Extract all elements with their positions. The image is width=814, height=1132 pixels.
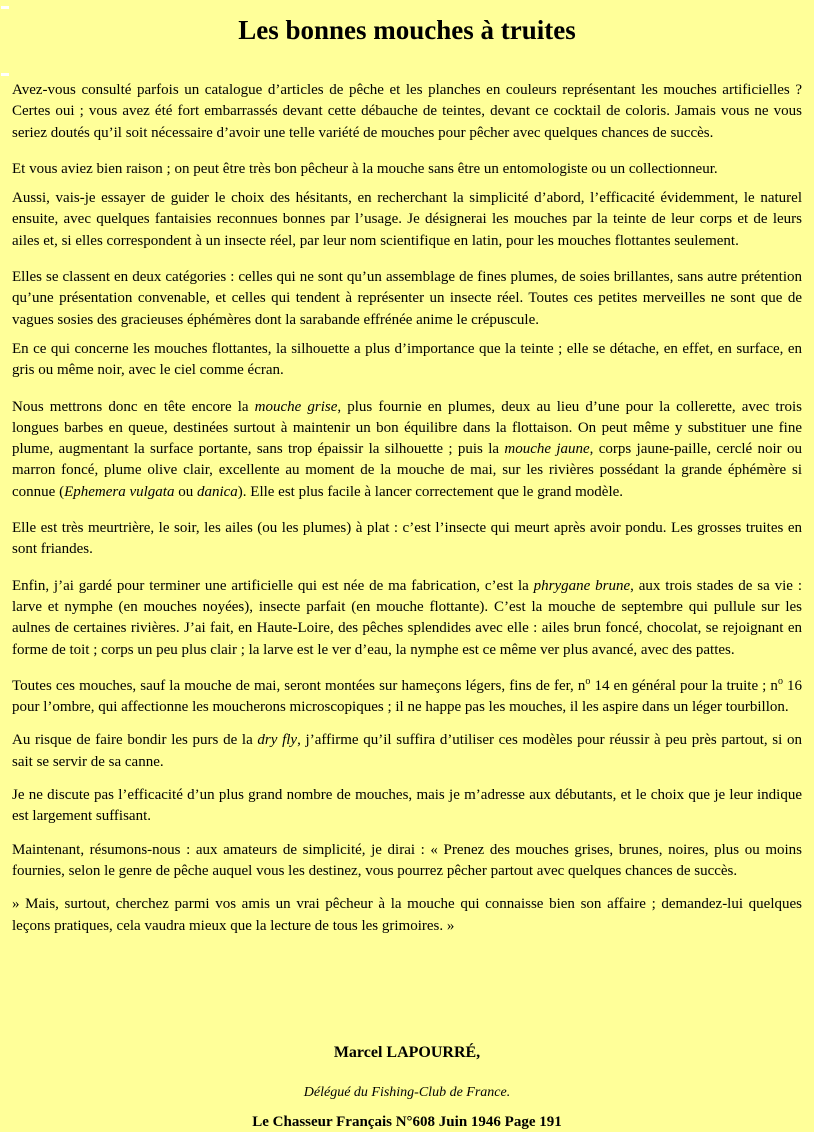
text-run: Avez-vous consulté parfois un catalogue d’articles de pêche et les planches en couleurs représentant les mouches artificielles ? Certes oui ; vous avez été fort embarrassés devant cette débauche de teintes, devant ce cocktail de coloris. Jamais vous ne vous seriez doutés qu’il soit nécessaire d’avoir une telle variété de mouches pour pêcher avec quelques chances de succès. (12, 82, 802, 141)
text-run: En ce qui concerne les mouches flottantes, la silhouette a plus d’importance que la teinte ; elle se détache, en effet, en surface, en gris ou même noir, avec le ciel comme écran. (12, 340, 802, 379)
paragraph (12, 159, 802, 180)
superscript: o (585, 675, 591, 687)
paragraph (12, 397, 802, 503)
text-run: Maintenant, résumons-nous : aux amateurs de simplicité, je dirai : « Prenez des mouches grises, brunes, noires, plus ou moins fournies, selon le genre de pêche auquel vous les destinez, vous pourrez pêcher partout avec quelques chances de succès. (12, 841, 802, 879)
author-signature: Marcel LAPOURRÉ, (333, 1044, 481, 1061)
text-run: Enfin, j’ai gardé pour terminer une artificielle qui est née de ma fabrication, c’est la (12, 577, 534, 594)
paragraph (12, 80, 802, 144)
article-body (12, 80, 802, 937)
paragraph (12, 840, 802, 883)
text-run: Nous mettrons donc en tête encore la (12, 398, 255, 415)
italic-term: dry fly (257, 732, 298, 749)
paragraph (12, 785, 802, 828)
text-run: , corps jaune-paille, cerclé noir ou marron foncé, plume olive clair, excellente au moment de la mouche de mai, sur les rivières possédant la grande éphémère si connue ( (12, 441, 802, 500)
italic-term: mouche grise (254, 398, 338, 415)
text-run: 16 pour l’ombre, qui affectionne les moucherons microscopiques ; il ne happe pas les mouches, il les aspire dans un léger tourbillon. (12, 677, 803, 716)
text-run: Elle est très meurtrière, le soir, les ailes (ou les plumes) à plat : c’est l’insecte qui meurt après avoir pondu. Les grosses truites en sont friandes. (12, 520, 802, 558)
corner-mark-middle (1, 73, 9, 76)
text-run: , plus fournie en plumes, deux au lieu d’une pour la collerette, avec trois longues barbes en queue, destinées surtout à maintenir un bon équilibre dans la flottaison. On peut même y substituer une fine plume, augmentant la surface portante, sans trop épaissir la silhouette ; puis la (12, 398, 802, 458)
article-title: Les bonnes mouches à truites (238, 15, 576, 45)
text-run: ou (174, 483, 197, 500)
italic-term: mouche jaune (504, 441, 590, 458)
source-citation: Le Chasseur Français N°608 Juin 1946 Page 191 (252, 1114, 562, 1130)
italic-term: Ephemera vulgata (64, 483, 175, 500)
text-run: Toutes ces mouches, sauf la mouche de mai, seront montées sur hameçons légers, fins de fer, n (12, 677, 586, 694)
italic-term: phrygane brune (533, 577, 631, 594)
paragraph (12, 188, 802, 252)
text-run: » Mais, surtout, cherchez parmi vos amis un vrai pêcheur à la mouche qui connaisse bien son affaire ; demandez-lui quelques leçons pratiques, cela vaudra mieux que la lecture de tous les grimoires. » (12, 896, 802, 934)
paragraph (12, 730, 802, 773)
text-run: ). Elle est plus facile à lancer correctement que le grand modèle. (237, 483, 624, 500)
text-run: Elles se classent en deux catégories : celles qui ne sont qu’un assemblage de fines plumes, de soies brillantes, sans autre prétention qu’une présentation convenable, et celles qui tendent à représenter un insecte réel. Toutes ces petites merveilles ne sont que de vagues sosies des gracieuses éphémères dont la sarabande effrénée anime le crépuscule. (12, 269, 802, 328)
italic-term: danica (196, 483, 238, 500)
author-role: Délégué du Fishing-Club de France. (303, 1085, 511, 1100)
paragraph (12, 576, 802, 661)
text-run: Aussi, vais-je essayer de guider le choix des hésitants, en recherchant la simplicité d’abord, l’efficacité évidemment, le naturel ensuite, avec quelques fantaisies reconnues bonnes par l’usage. Je désignerai les mouches par la teinte de leur corps et de leurs ailes et, si elles correspondent à un insecte réel, par leur nom scientifique en latin, pour les mouches flottantes seulement. (12, 190, 802, 249)
text-run: Au risque de faire bondir les purs de la (12, 732, 258, 749)
paragraph (12, 894, 802, 937)
paragraph (12, 267, 802, 331)
corner-mark-top (1, 6, 9, 9)
text-run: , j’affirme qu’il suffira d’utiliser ces modèles pour réussir à peu près partout, si on sait se servir de sa canne. (12, 732, 802, 770)
text-run: , aux trois stades de sa vie : larve et nymphe (en mouches noyées), insecte parfait (en mouche flottante). C’est la mouche de septembre qui pullule sur les aulnes de certaines rivières. J’ai fait, en Haute-Loire, des pêches splendides avec elle : ailes brun foncé, chocolat, se rejoignant en forme de toit ; corps un peu plus clair ; la larve est le ver d’eau, la nymphe est ce même ver plus avancé, avec des pattes. (12, 577, 802, 658)
paragraph (12, 339, 802, 382)
text-run: Et vous aviez bien raison ; on peut être très bon pêcheur à la mouche sans être un entomologiste ou un collectionneur. (12, 160, 718, 177)
text-run: 14 en général pour la truite ; n (590, 677, 778, 694)
paragraph (12, 676, 802, 719)
text-run: Je ne discute pas l’efficacité d’un plus grand nombre de mouches, mais je m’adresse aux débutants, et le choix que je leur indique est largement suffisant. (12, 787, 802, 825)
paragraph (12, 518, 802, 561)
superscript: o (777, 675, 783, 687)
